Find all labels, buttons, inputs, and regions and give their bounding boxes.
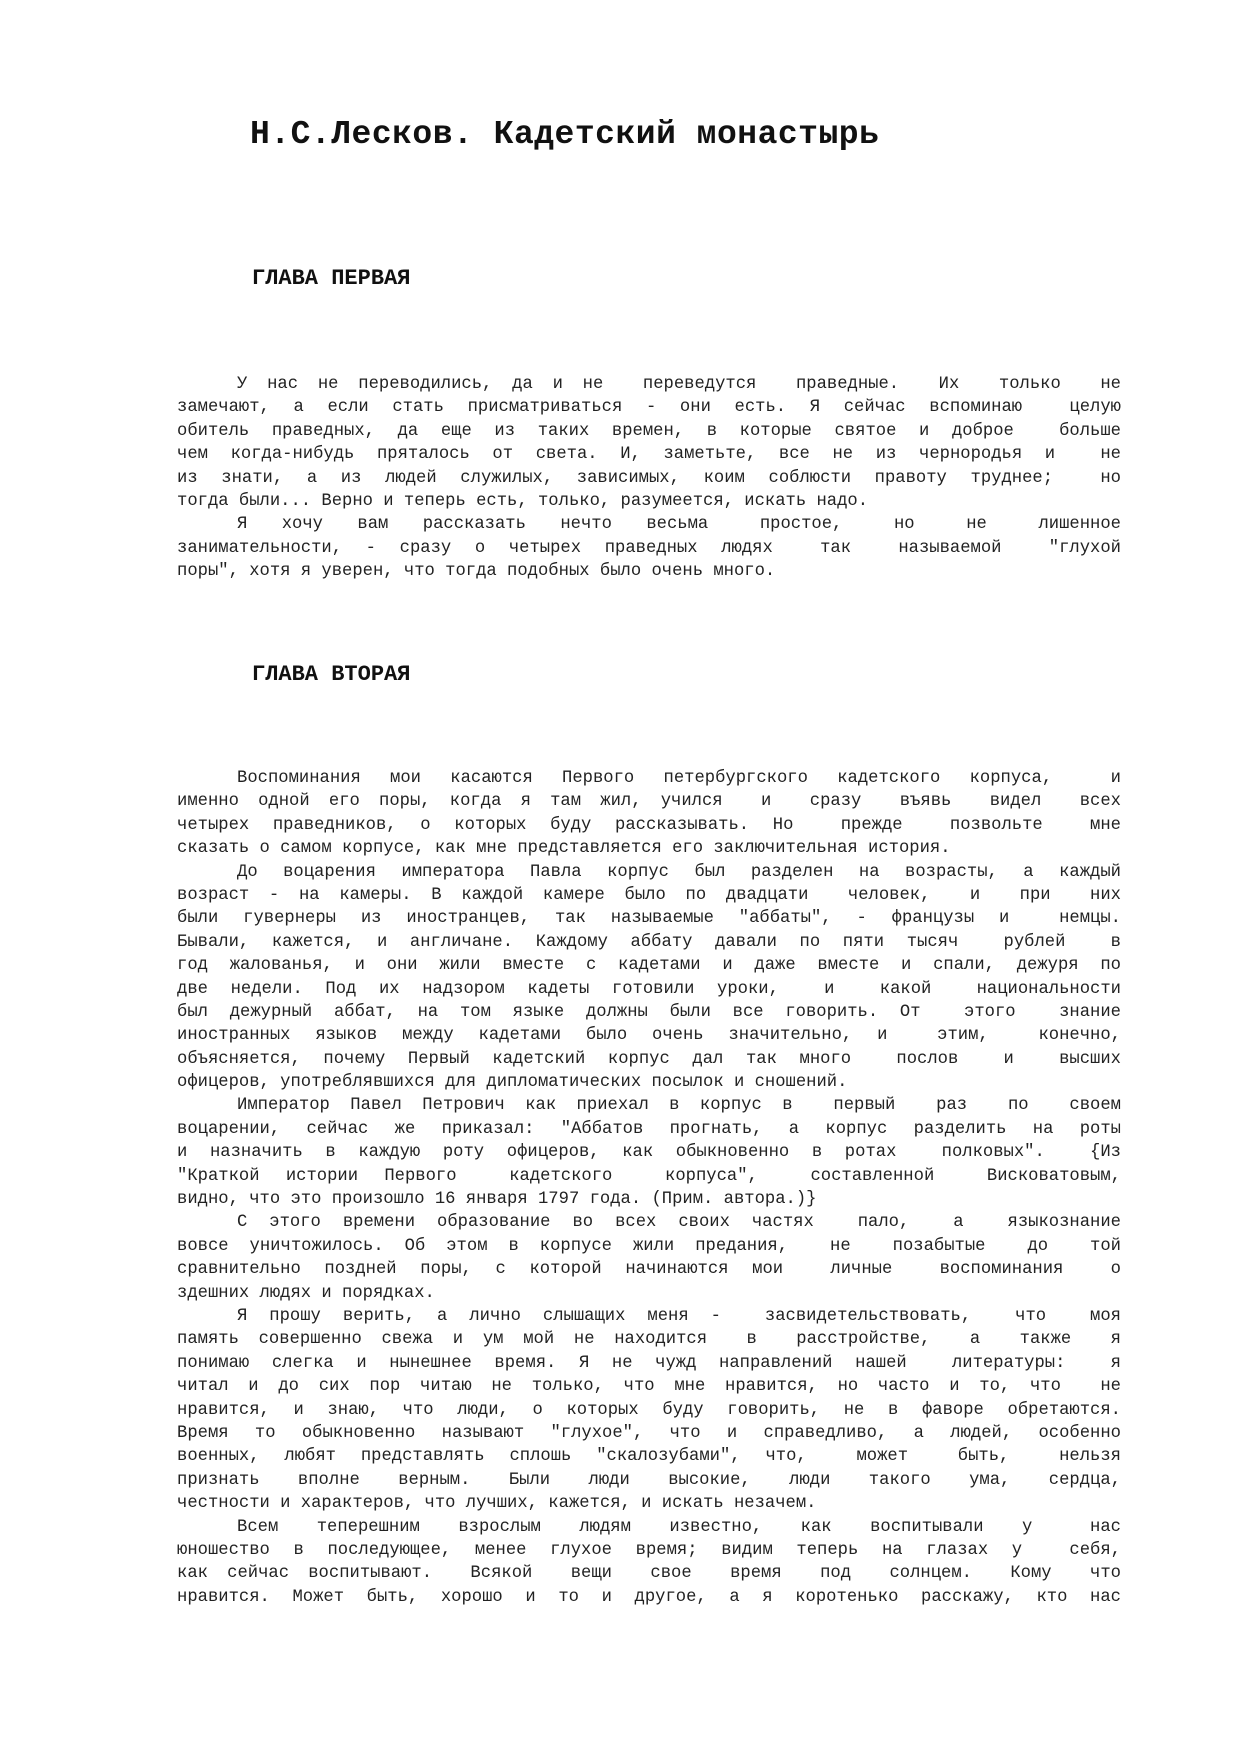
text-line: как сейчас воспитывают. Всякой вещи свое время под солнцем. Кому что — [177, 1564, 1121, 1584]
chapter-heading-2: ГЛАВА ВТОРАЯ — [252, 662, 411, 687]
text-line: были гувернеры из иностранцев, так называемые "аббаты", - французы и немцы. — [177, 909, 1121, 929]
text-line: видно, что это произошло 16 января 1797 года. (Прим. автора.)} — [177, 1190, 817, 1210]
text-line: объясняется, почему Первый кадетский корпус дал так много послов и высших — [177, 1049, 1121, 1069]
text-line: Воспоминания мои касаются Первого петербургского кадетского корпуса, и — [237, 769, 1121, 788]
text-line: из знати, а из людей служилых, зависимых, коим соблюсти правоту труднее; но — [177, 468, 1121, 488]
text-line: воцарении, сейчас же приказал: "Аббатов прогнать, а корпус разделить на роты — [177, 1119, 1121, 1139]
text-line: и назначить в каждую роту офицеров, как обыкновенно в ротах полковых". {Из — [177, 1143, 1121, 1163]
text-line: У нас не переводились, да и не переведутся праведные. Их только не — [237, 375, 1121, 394]
text-line: Я хочу вам рассказать нечто весьма простое, но не лишенное — [237, 515, 1121, 535]
text-line: чем когда-нибудь пряталось от света. И, заметьте, все не из чернородья и не — [177, 445, 1121, 465]
text-line: вовсе уничтожилось. Об этом в корпусе жили предания, не позабытые до той — [177, 1236, 1121, 1256]
text-line: юношество в последующее, менее глухое время; видим теперь на глазах у себя, — [177, 1540, 1121, 1560]
text-line: именно одной его поры, когда я там жил, учился и сразу въявь видел всех — [177, 792, 1121, 812]
text-line: сравнительно поздней поры, с которой начинаются мои личные воспоминания о — [177, 1260, 1121, 1280]
document-title: Н.С.Лесков. Кадетский монастырь — [250, 116, 880, 153]
text-line: признать вполне верным. Были люди высокие, люди такого ума, сердца, — [177, 1470, 1121, 1490]
chapter-2-text — [177, 767, 1121, 1609]
text-line: год жалованья, и они жили вместе с кадетами и даже вместе и спали, дежуря по — [177, 956, 1121, 976]
text-line: читал и до сих пор читаю не только, что мне нравится, но часто и то, что не — [177, 1377, 1121, 1397]
text-line: четырех праведников, о которых буду рассказывать. Но прежде позвольте мне — [177, 815, 1121, 835]
text-line: С этого времени образование во всех своих частях пало, а языкознание — [237, 1213, 1121, 1233]
text-line: офицеров, употреблявшихся для дипломатических посылок и сношений. — [177, 1073, 848, 1093]
text-line: "Краткой истории Первого кадетского корпуса", составленной Висковатовым, — [177, 1166, 1121, 1186]
text-line: иностранных языков между кадетами было очень значительно, и этим, конечно, — [177, 1026, 1121, 1046]
text-line: занимательности, - сразу о четырех праведных людях так называемой "глухой — [177, 538, 1121, 558]
text-line: понимаю слегка и нынешнее время. Я не чужд направлений нашей литературы: я — [177, 1353, 1121, 1373]
text-line: обитель праведных, да еще из таких времен, в которые святое и доброе больше — [177, 421, 1121, 441]
chapter-heading-1: ГЛАВА ПЕРВАЯ — [252, 266, 411, 291]
text-line: До воцарения императора Павла корпус был разделен на возрасты, а каждый — [237, 862, 1121, 882]
text-line: нравится. Может быть, хорошо и то и другое, а я коротенько расскажу, кто нас — [177, 1587, 1121, 1607]
text-line: Бывали, кажется, и англичане. Каждому аббату давали по пяти тысяч рублей в — [177, 932, 1121, 952]
chapter-1-text — [177, 373, 1121, 584]
text-line: Я прошу верить, а лично слышащих меня - засвидетельствовать, что моя — [237, 1306, 1121, 1326]
text-line: память совершенно свежа и ум мой не находится в расстройстве, а также я — [177, 1330, 1121, 1350]
text-line: Император Павел Петрович как приехал в корпус в первый раз по своем — [237, 1096, 1121, 1116]
text-line: Всем теперешним взрослым людям известно, как воспитывали у нас — [237, 1517, 1121, 1537]
text-line: возраст - на камеры. В каждой камере было по двадцати человек, и при них — [177, 885, 1121, 905]
text-line: здешних людях и порядках. — [177, 1283, 435, 1303]
text-line: Время то обыкновенно называют "глухое", что и справедливо, а людей, особенно — [177, 1423, 1121, 1443]
text-line: честности и характеров, что лучших, кажется, и искать незачем. — [177, 1494, 817, 1514]
text-line: замечают, а если стать присматриваться - они есть. Я сейчас вспоминаю целую — [177, 398, 1121, 418]
text-line: поры", хотя я уверен, что тогда подобных было очень много. — [177, 562, 776, 582]
text-line: сказать о самом корпусе, как мне представляется его заключительная история. — [177, 839, 951, 859]
text-line: был дежурный аббат, на том языке должны были все говорить. От этого знание — [177, 1002, 1121, 1022]
text-line: тогда были... Верно и теперь есть, только, разумеется, искать надо. — [177, 491, 869, 511]
text-line: военных, любят представлять сплошь "скалозубами", что, может быть, нельзя — [177, 1447, 1121, 1467]
text-line: две недели. Под их надзором кадеты готовили уроки, и какой национальности — [177, 979, 1121, 999]
text-line: нравится, и знаю, что люди, о которых буду говорить, не в фаворе обретаются. — [177, 1400, 1121, 1420]
